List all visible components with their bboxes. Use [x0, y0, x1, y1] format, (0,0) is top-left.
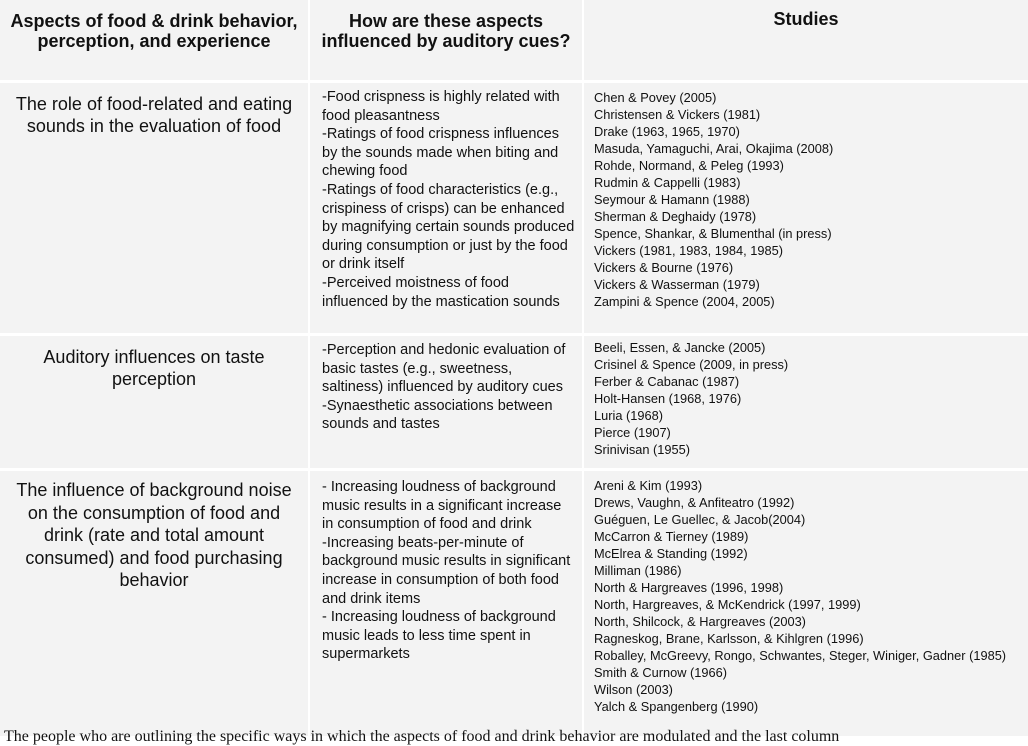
header-studies: Studies [584, 0, 1028, 80]
study-citation: Masuda, Yamaguchi, Arai, Okajima (2008) [594, 141, 834, 156]
aspect-eating-sounds: The role of food-related and eating sounds in the evaluation of food [0, 83, 308, 333]
caption-text: The people who are outlining the specific ways in which the aspects of food and drink behavior are modulated and the last column [4, 728, 840, 745]
study-citation: Zampini & Spence (2004, 2005) [594, 294, 775, 309]
study-citation: Areni & Kim (1993) [594, 478, 703, 493]
study-citation: Vickers & Bourne (1976) [594, 260, 734, 275]
study-citation: Holt-Hansen (1968, 1976) [594, 391, 742, 406]
study-citation: McElrea & Standing (1992) [594, 546, 748, 561]
header-aspects: Aspects of food & drink behavior, perception, and experience [0, 0, 308, 80]
study-citation: Luria (1968) [594, 408, 664, 423]
table-caption-clipped [4, 726, 1020, 745]
how-item: -Perception and hedonic evaluation of basic tastes (e.g., sweetness, saltiness) influenced by auditory cues [322, 342, 566, 396]
study-citation: Ragneskog, Brane, Karlsson, & Kihlgren (1996) [594, 631, 864, 646]
study-citation: Pierce (1907) [594, 425, 671, 440]
header-auditory-influence: How are these aspects influenced by auditory cues? [310, 0, 582, 80]
how-item: -Perceived moistness of food influenced by the mastication sounds [322, 274, 560, 310]
study-citation: Vickers & Wasserman (1979) [594, 277, 760, 292]
aspect-background-noise: The influence of background noise on the consumption of food and drink (rate and total amount consumed) and food purchasing behavior [0, 471, 308, 736]
how-background-noise [310, 471, 582, 736]
study-citation: Vickers (1981, 1983, 1984, 1985) [594, 243, 784, 258]
study-citation: Drews, Vaughn, & Anfiteatro (1992) [594, 495, 795, 510]
study-citation: Milliman (1986) [594, 563, 682, 578]
studies-eating-sounds [584, 83, 1028, 333]
how-item: -Synaesthetic associations between sounds and tastes [322, 397, 553, 433]
how-item: -Ratings of food characteristics (e.g., crispiness of crisps) can be enhanced by magnifying certain sounds produced during consumption or just by the food or drink itself [322, 181, 575, 273]
study-citation: Seymour & Hamann (1988) [594, 192, 750, 207]
study-citation: Drake (1963, 1965, 1970) [594, 124, 740, 139]
how-item: -Increasing beats-per-minute of background music results in significant increase in consumption of both food and drink items [322, 534, 571, 607]
how-item: - Increasing loudness of background music leads to less time spent in supermarkets [322, 609, 556, 663]
study-citation: McCarron & Tierney (1989) [594, 529, 749, 544]
how-item: - Increasing loudness of background music results in a significant increase in consumption of food and drink [322, 479, 562, 533]
study-citation: Yalch & Spangenberg (1990) [594, 699, 759, 714]
how-item: -Food crispness is highly related with food pleasantness [322, 89, 560, 124]
study-citation: Guéguen, Le Guellec, & Jacob(2004) [594, 512, 806, 527]
study-citation: Smith & Curnow (1966) [594, 665, 727, 680]
study-citation: North, Hargreaves, & McKendrick (1997, 1999) [594, 597, 861, 612]
study-citation: Srinivisan (1955) [594, 442, 691, 457]
studies-background-noise [584, 471, 1028, 736]
study-citation: North, Shilcock, & Hargreaves (2003) [594, 614, 806, 629]
study-citation: Roballey, McGreevy, Rongo, Schwantes, Steger, Winiger, Gadner (1985) [594, 648, 1007, 663]
study-citation: Rudmin & Cappelli (1983) [594, 175, 741, 190]
study-citation: Sherman & Deghaidy (1978) [594, 209, 757, 224]
study-citation: Wilson (2003) [594, 682, 673, 697]
study-citation: Rohde, Normand, & Peleg (1993) [594, 158, 784, 173]
aspect-taste-perception: Auditory influences on taste perception [0, 336, 308, 468]
study-citation: Spence, Shankar, & Blumenthal (in press) [594, 226, 832, 241]
study-citation: Chen & Povey (2005) [594, 90, 717, 105]
study-citation: Crisinel & Spence (2009, in press) [594, 357, 789, 372]
studies-taste-perception [584, 336, 1028, 468]
study-citation: Ferber & Cabanac (1987) [594, 374, 740, 389]
study-citation: Christensen & Vickers (1981) [594, 107, 761, 122]
how-item: -Ratings of food crispness influences by the sounds made when biting and chewing food [322, 126, 559, 180]
how-eating-sounds [310, 83, 582, 333]
study-citation: North & Hargreaves (1996, 1998) [594, 580, 784, 595]
how-taste-perception [310, 336, 582, 468]
study-citation: Beeli, Essen, & Jancke (2005) [594, 340, 766, 355]
